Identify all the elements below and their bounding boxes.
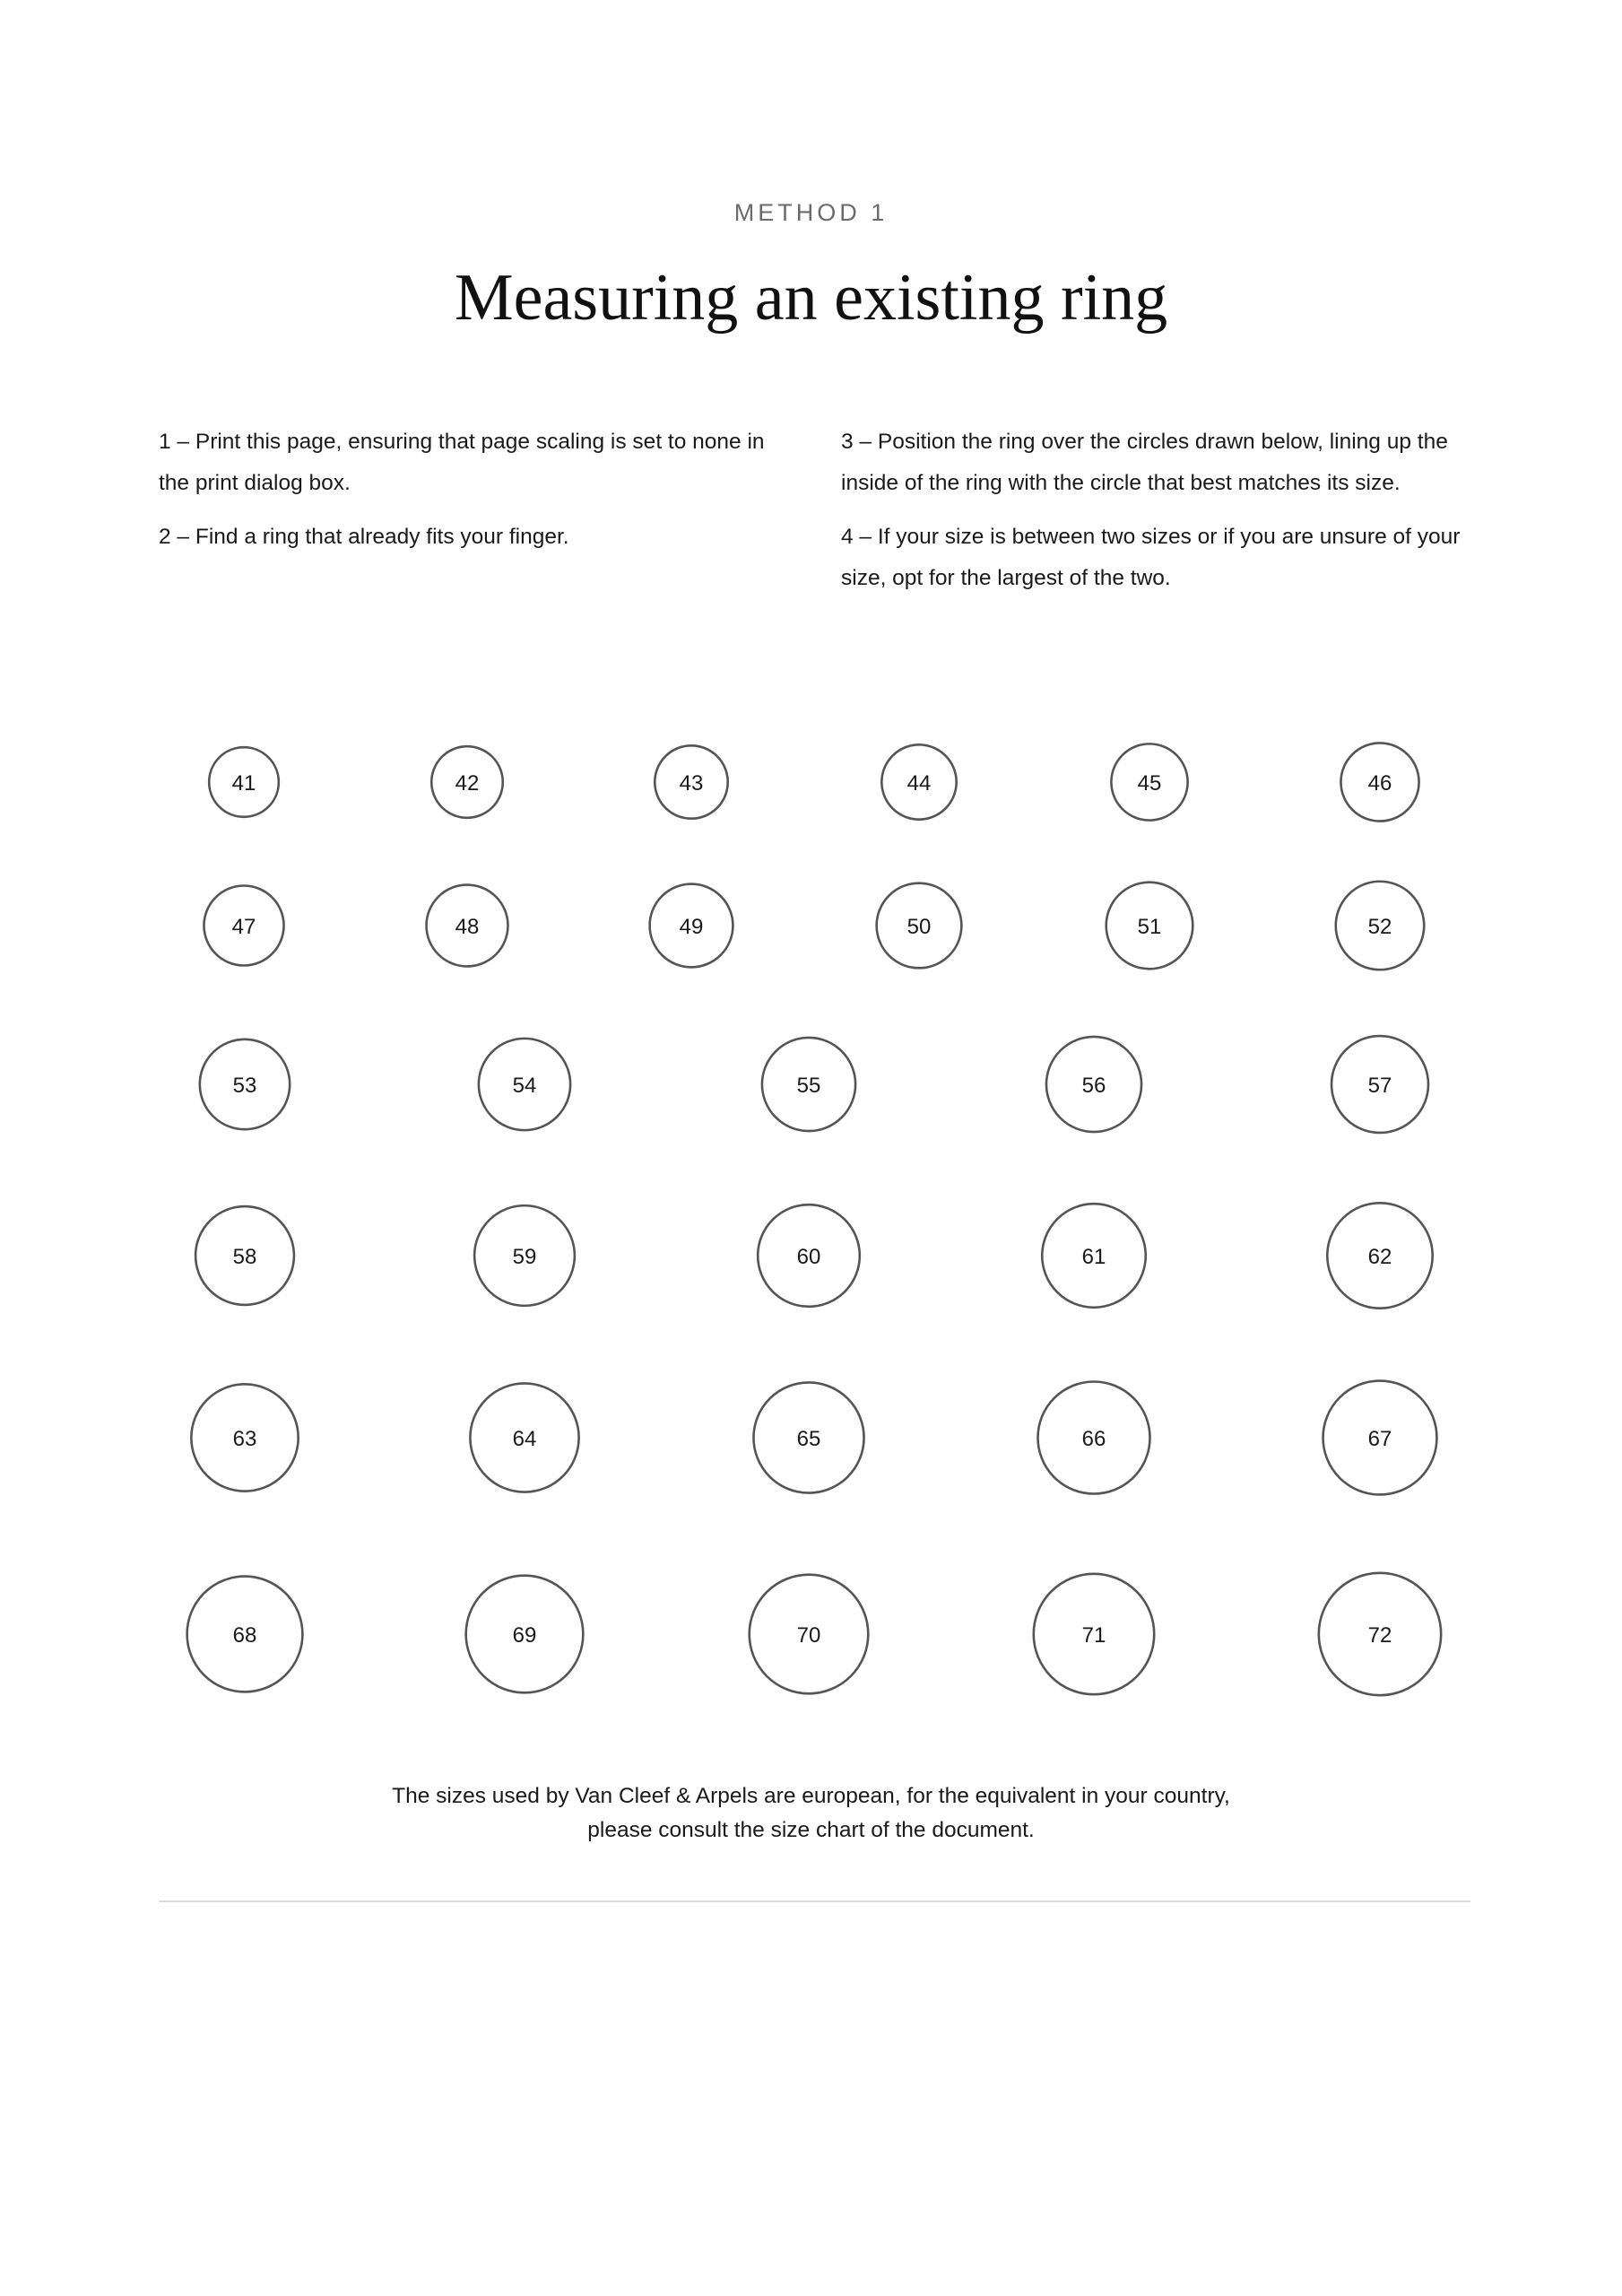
ring-size-label: 47 [231,915,256,939]
ring-size-62 [1327,1203,1432,1308]
page-title: Measuring an existing ring [454,261,1168,335]
ring-size-label: 72 [1367,1623,1392,1648]
ring-size-72 [1319,1573,1441,1695]
footer-divider [159,1900,1470,1902]
ring-size-label: 57 [1367,1074,1392,1098]
ring-size-70 [750,1575,869,1694]
ring-size-label: 42 [455,771,480,796]
ring-size-67 [1323,1381,1437,1495]
ring-size-63 [191,1384,298,1491]
ring-size-label: 61 [1081,1245,1106,1269]
ring-size-label: 41 [231,771,256,796]
ring-size-label: 66 [1081,1427,1106,1451]
ring-size-label: 63 [232,1427,257,1451]
ring-size-41 [209,747,279,817]
ring-size-59 [474,1205,575,1306]
ring-size-label: 58 [232,1245,257,1269]
ring-size-56 [1046,1037,1141,1132]
ring-size-58 [195,1206,294,1305]
ring-size-label: 64 [512,1427,537,1451]
ring-size-label: 62 [1367,1245,1392,1269]
ring-size-label: 48 [455,915,480,939]
ring-size-64 [470,1383,578,1492]
ring-size-60 [758,1205,860,1307]
ring-size-label: 56 [1081,1074,1106,1098]
instructions-right [841,422,1469,612]
ring-size-label: 52 [1367,915,1392,939]
ring-size-label: 70 [796,1623,821,1648]
instruction-step-3: 3 – Position the ring over the circles drawn below, lining up the inside of the ring with the circle that best matches its size. [841,430,1448,495]
ring-size-label: 55 [796,1074,821,1098]
ring-size-label: 49 [679,915,704,939]
method-label: METHOD 1 [733,199,889,226]
ring-size-42 [431,746,503,818]
ring-size-label: 50 [906,915,932,939]
ring-size-label: 45 [1137,771,1162,796]
ring-size-label: 67 [1367,1427,1392,1451]
ring-size-55 [762,1038,855,1131]
ring-size-43 [655,745,727,818]
ring-size-68 [187,1577,303,1692]
ring-size-65 [753,1382,863,1492]
ring-size-48 [427,885,508,967]
ring-size-label: 54 [512,1074,537,1098]
ring-size-46 [1340,743,1418,821]
ring-size-label: 46 [1367,771,1392,796]
ring-size-71 [1034,1574,1154,1694]
ring-size-label: 71 [1081,1623,1106,1648]
ring-size-47 [204,885,283,965]
ring-size-51 [1106,883,1193,970]
ring-size-label: 69 [512,1623,537,1648]
instruction-step-1: 1 – Print this page, ensuring that page scaling is set to none in the print dialog box. [159,430,765,495]
ring-size-49 [650,884,733,968]
ring-size-label: 68 [232,1623,257,1648]
ring-size-45 [1111,744,1187,820]
ring-size-label: 53 [232,1074,257,1098]
ring-size-label: 44 [906,771,932,796]
ring-size-54 [479,1039,570,1130]
instructions-left [159,422,786,570]
instruction-step-2: 2 – Find a ring that already fits your finger. [159,525,569,549]
ring-size-label: 60 [796,1245,821,1269]
sizes-note-line-2: please consult the size chart of the document. [587,1818,1035,1842]
sizes-note-line-1: The sizes used by Van Cleef & Arpels are european, for the equivalent in your country, [392,1784,1230,1808]
instruction-step-4: 4 – If your size is between two sizes or if you are unsure of your size, opt for the largest of the two. [841,525,1461,590]
ring-size-label: 51 [1137,915,1162,939]
ring-size-57 [1331,1036,1428,1133]
ring-size-53 [200,1039,290,1129]
ring-size-52 [1336,882,1424,970]
ring-size-label: 43 [679,771,704,796]
ring-size-50 [877,883,962,969]
ring-size-label: 65 [796,1427,821,1451]
ring-size-69 [466,1576,584,1693]
ring-size-66 [1037,1381,1149,1493]
ring-size-61 [1042,1204,1146,1308]
ring-size-44 [881,744,956,819]
ring-size-label: 59 [512,1245,537,1269]
